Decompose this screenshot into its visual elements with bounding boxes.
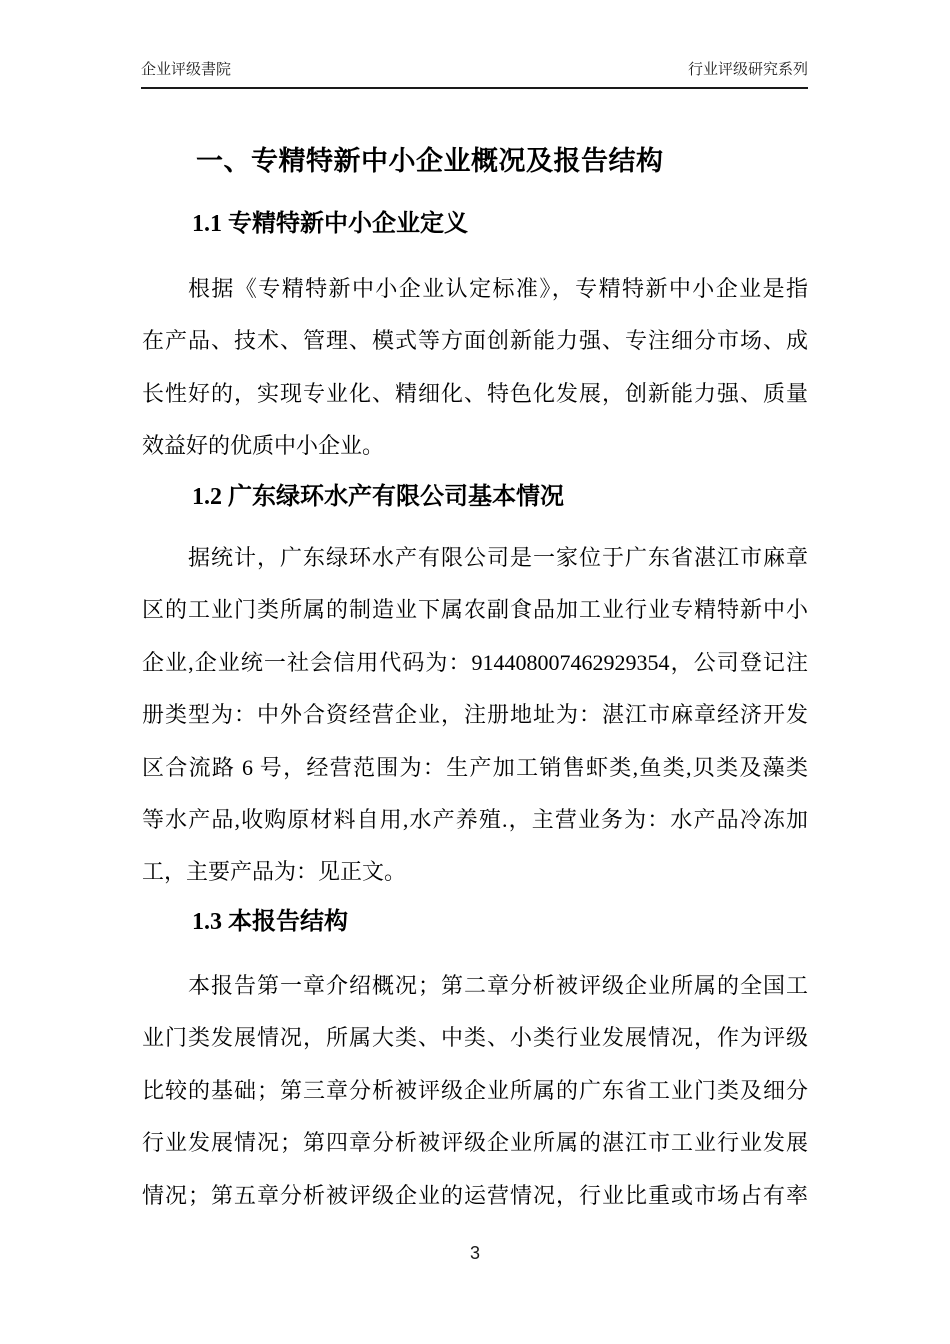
paragraph-line: 根据《专精特新中小企业认定标准》，专精特新中小企业是指 xyxy=(188,276,808,301)
paragraph-company-info xyxy=(142,532,808,899)
paragraph-line: 区合流路 6 号，经营范围为：生产加工销售虾类,鱼类,贝类及藻类 xyxy=(142,754,808,780)
document-title: 一、专精特新中小企业概况及报告结构 xyxy=(196,146,664,176)
paragraph-line: 册类型为：中外合资经营企业，注册地址为：湛江市麻章经济开发 xyxy=(142,702,808,728)
section-heading-1-2: 1.2 广东绿环水产有限公司基本情况 xyxy=(192,484,564,510)
paragraph-line: 长性好的，实现专业化、精细化、特色化发展，创新能力强、质量 xyxy=(142,380,808,406)
header-left-text: 企业评级書院 xyxy=(141,61,232,78)
paragraph-line: 企业,企业统一社会信用代码为：914408007462929354，公司登记注 xyxy=(142,649,808,675)
paragraph-line: 据统计，广东绿环水产有限公司是一家位于广东省湛江市麻章 xyxy=(188,545,808,570)
paragraph-line: 行业发展情况；第四章分析被评级企业所属的湛江市工业行业发展 xyxy=(142,1130,808,1156)
paragraph-line: 效益好的优质中小企业。 xyxy=(142,433,385,459)
paragraph-line: 区的工业门类所属的制造业下属农副食品加工业行业专精特新中小 xyxy=(142,597,808,623)
paragraph-line: 比较的基础；第三章分析被评级企业所属的广东省工业门类及细分 xyxy=(142,1077,808,1103)
header-right-text: 行业评级研究系列 xyxy=(687,61,808,78)
page-number: 3 xyxy=(469,1243,480,1263)
paragraph-report-structure xyxy=(142,960,808,1222)
paragraph-line: 本报告第一章介绍概况；第二章分析被评级企业所属的全国工 xyxy=(188,973,808,998)
paragraph-line: 情况；第五章分析被评级企业的运营情况，行业比重或市场占有率 xyxy=(142,1182,808,1208)
paragraph-line: 等水产品,收购原材料自用,水产养殖.，主营业务为：水产品冷冻加 xyxy=(142,807,808,833)
section-heading-1-3: 1.3 本报告结构 xyxy=(192,909,348,935)
paragraph-definition xyxy=(142,263,808,473)
paragraph-line: 工，主要产品为：见正文。 xyxy=(142,859,407,885)
paragraph-line: 业门类发展情况，所属大类、中类、小类行业发展情况，作为评级 xyxy=(142,1025,808,1051)
paragraph-line: 在产品、技术、管理、模式等方面创新能力强、专注细分市场、成 xyxy=(142,328,808,354)
section-heading-1-1: 1.1 专精特新中小企业定义 xyxy=(192,211,468,237)
page-header xyxy=(141,60,808,89)
